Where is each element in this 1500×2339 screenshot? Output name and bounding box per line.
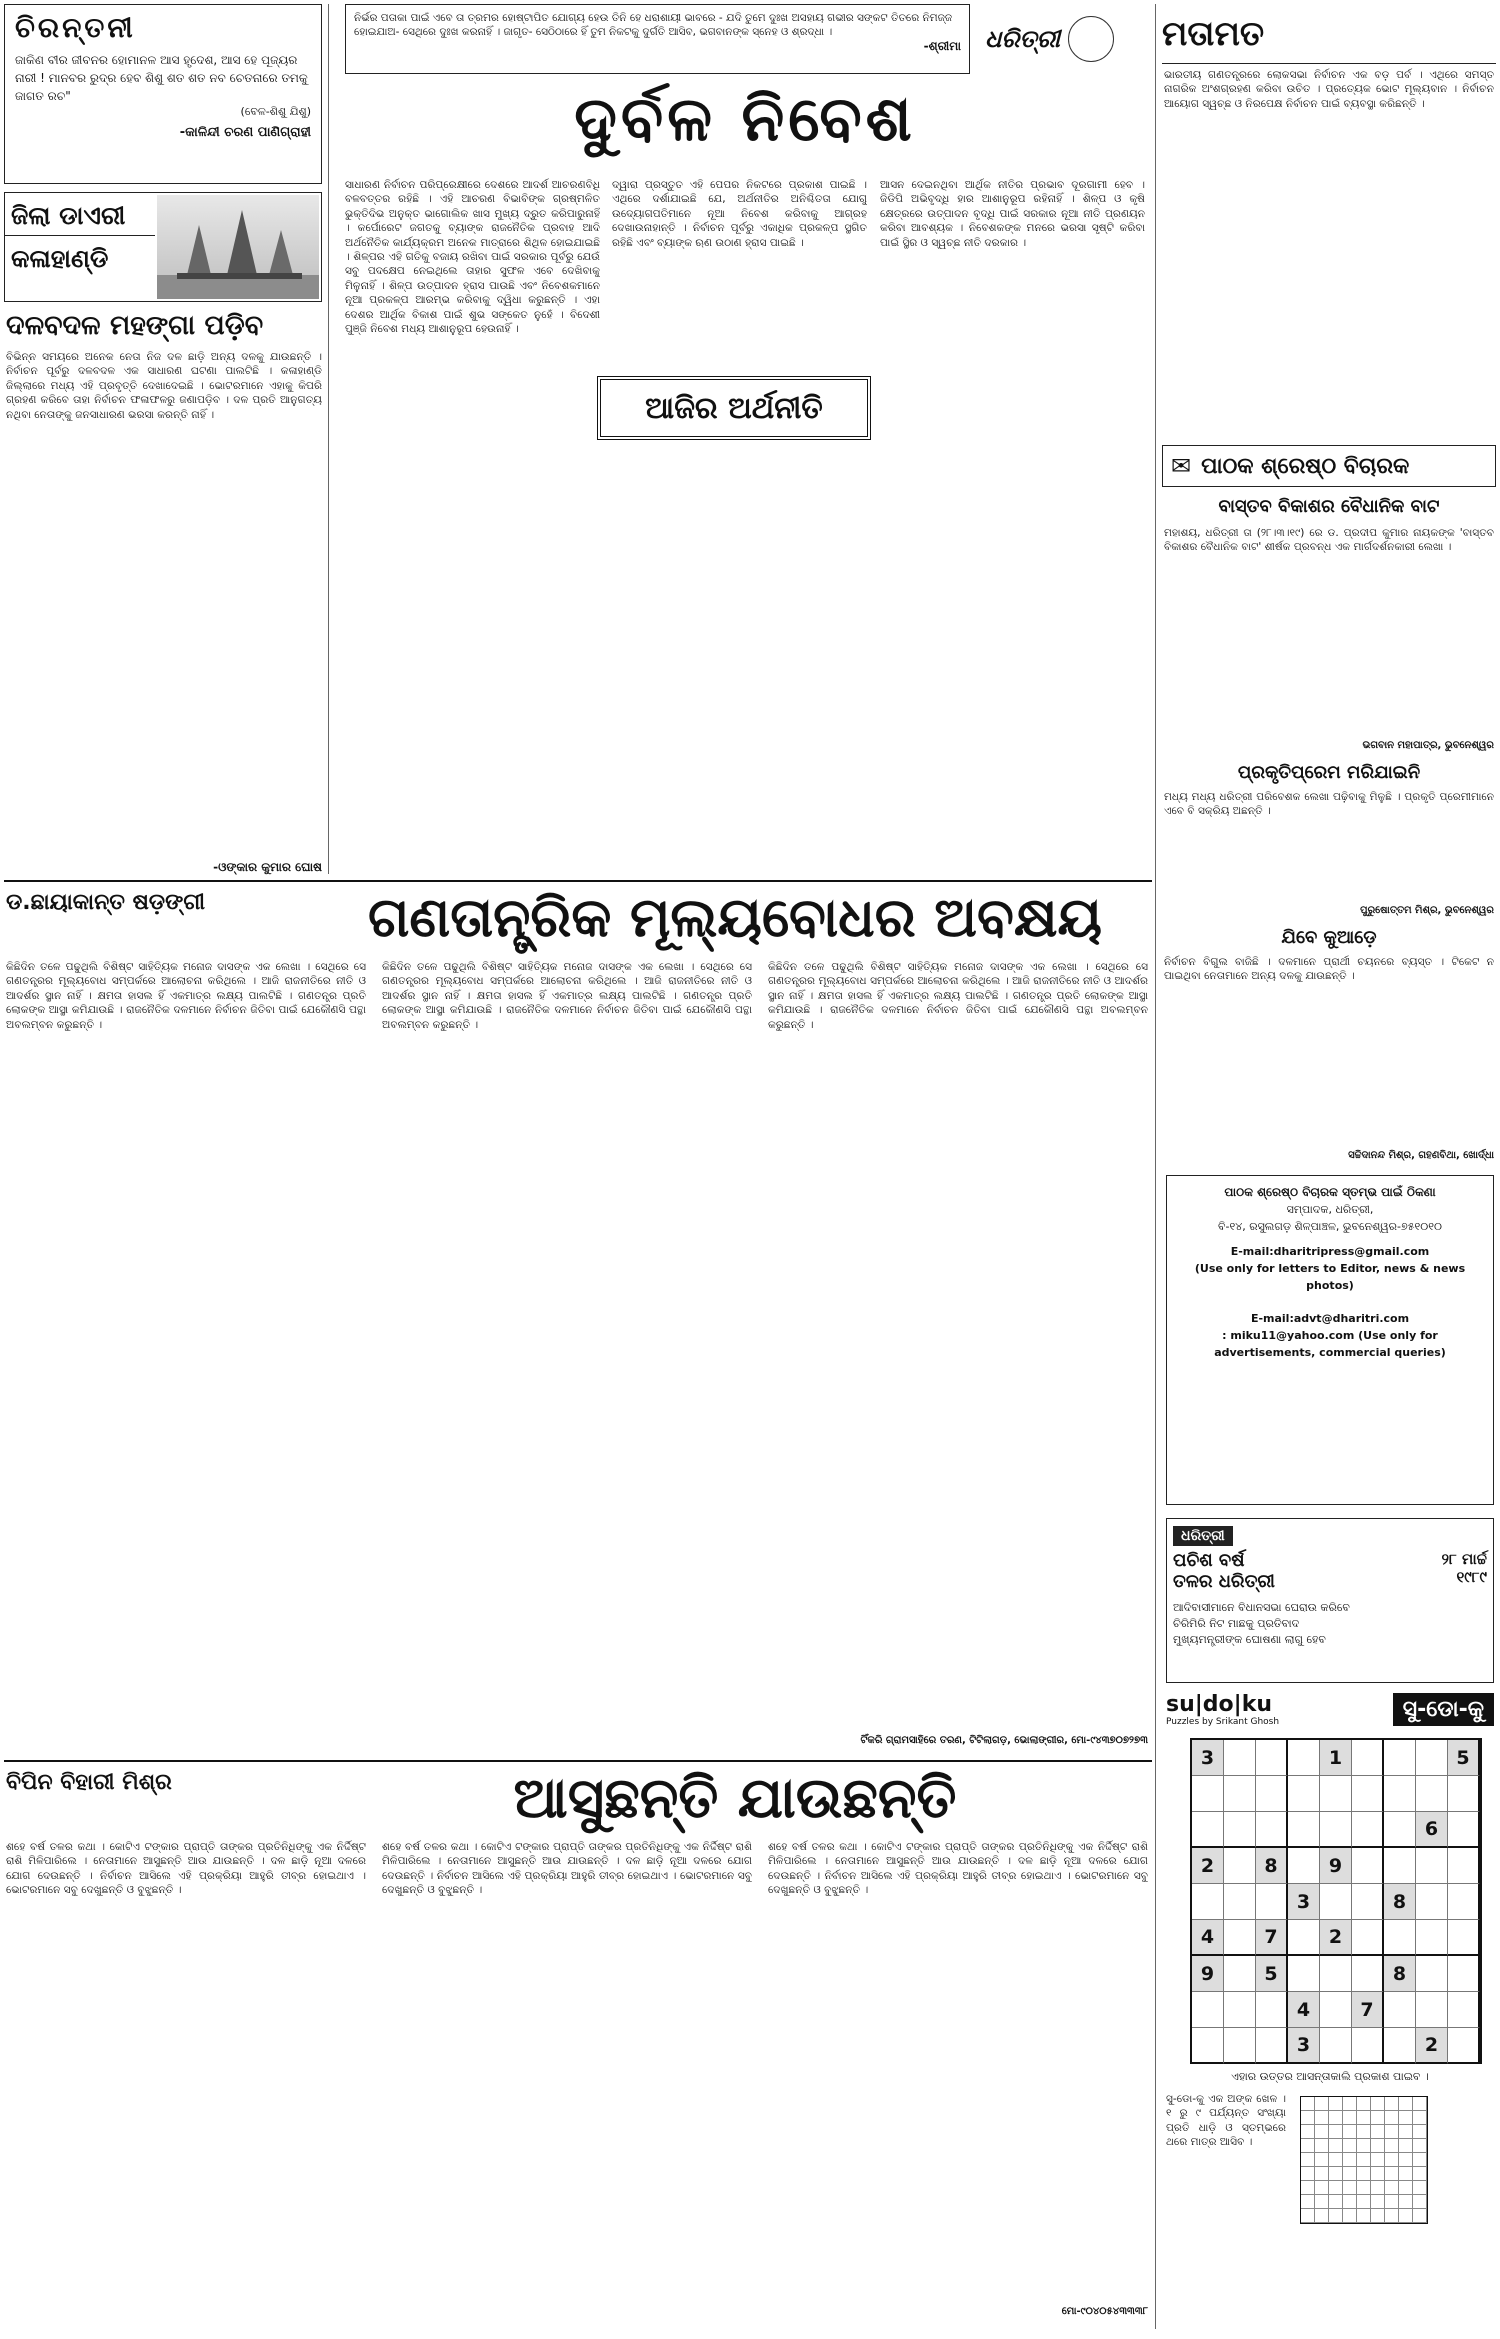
solution-cell [1343,2097,1357,2111]
sudoku-cell[interactable] [1320,1992,1352,2028]
solution-cell [1329,2181,1343,2195]
sudoku-cell[interactable] [1192,1884,1224,1920]
solution-cell [1357,2097,1371,2111]
dalabadal-author: -ଓଙ୍କାର କୁମାର ଘୋଷ [213,860,322,874]
throwback-item: ଚିରିମିରି ନିଟ ମାଛକୁ ପ୍ରତିବାଦ [1173,1617,1300,1630]
solution-cell [1385,2209,1399,2223]
solution-cell [1343,2111,1357,2125]
ganatantrika-col3: କିଛିଦିନ ତଳେ ପଢୁଥିଲି ବିଶିଷ୍ଟ ସାହିତ୍ୟିକ ମନୋଜ ଦାସଙ୍କ ଏକ ଲେଖା । ସେଥିରେ ସେ ଗଣତନ୍ତ୍ରର ମୂଲ୍ୟବୋଧ ସମ୍ପର୍କରେ ଆଲୋଚନା କରିଥିଲେ । ଆଜି ରାଜନୀତିରେ ନୀତି ଓ ଆଦର୍ଶର ସ୍ଥାନ ନାହିଁ । କ୍ଷମତା ହାସଲ ହିଁ ଏକମାତ୍ର ଲକ୍ଷ୍ୟ ପାଲଟିଛି । ଗଣତନ୍ତ୍ର ପ୍ରତି ଲୋକଙ୍କ ଆସ୍ଥା କମିଯାଉଛି । ରାଜନୈତିକ ଦଳମାନେ ନିର୍ବାଚନ ଜିତିବା ପାଇଁ ଯେକୌଣସି ପନ୍ଥା ଅବଲମ୍ବନ କରୁଛନ୍ତି । [768,961,1148,1031]
solution-cell [1399,2111,1413,2125]
solution-cell [1413,2111,1427,2125]
solution-cell [1329,2111,1343,2125]
solution-cell [1357,2181,1371,2195]
sudoku-header [1166,1688,1494,1730]
solution-cell [1301,2195,1315,2209]
top-quote-box [345,4,970,74]
solution-cell [1371,2167,1385,2181]
sudoku-cell[interactable] [1224,1956,1256,1992]
sudoku-cell[interactable]: 8 [1384,1956,1416,1992]
sudoku-cell[interactable] [1416,1740,1448,1776]
chirantani-quote-source: (ବେଳ-ଶିଶୁ ଯିଶୁ) [240,105,311,118]
sudoku-cell[interactable] [1224,1740,1256,1776]
contact-email2[interactable]: E-mail:advt@dharitri.com [1250,1312,1410,1325]
sudoku-cell[interactable] [1192,1992,1224,2028]
solution-cell [1315,2125,1329,2139]
sudoku-subtitle: Puzzles by Srikant Ghosh [1166,1716,1280,1727]
jilla-diary-line2: କଳାହାଣ୍ଡି [11,244,109,273]
sudoku-cell[interactable] [1448,1956,1480,1992]
solution-cell [1329,2195,1343,2209]
sudoku-cell[interactable] [1224,1884,1256,1920]
pathaka-item2-title: ପ୍ରକୃତିପ୍ରେମ ମରିଯାଇନି [1237,762,1421,783]
contact-line1: ସମ୍ପାଦକ, ଧରିତ୍ରୀ, [1286,1203,1374,1216]
contact-box [1166,1175,1494,1505]
sudoku-cell[interactable]: 2 [1320,1920,1352,1956]
solution-cell [1371,2111,1385,2125]
sudoku-cell[interactable] [1352,1956,1384,1992]
throwback-item: ଆଦିବାସୀମାନେ ବିଧାନସଭା ଘେରାଉ କରିବେ [1173,1601,1350,1614]
solution-cell [1385,2181,1399,2195]
sudoku-cell[interactable]: 4 [1288,1992,1320,2028]
ganatantrika-author: ଟିଁକରି ଗ୍ରାମସାହିରେ ତରଣ, ଟିଟିଲାଗଡ଼, ଭୋଲାଙ୍ଗୀର, ମୋ-୯୪୩୭୦୭୨୭୩ [860,1735,1148,1746]
sudoku-cell[interactable] [1384,1740,1416,1776]
section-divider [4,880,1152,882]
solution-cell [1301,2209,1315,2223]
sudoku-cell[interactable] [1256,1776,1288,1812]
sudoku-cell[interactable] [1448,2028,1480,2064]
solution-cell [1413,2181,1427,2195]
ganatantrika-col1: କିଛିଦିନ ତଳେ ପଢୁଥିଲି ବିଶିଷ୍ଟ ସାହିତ୍ୟିକ ମନୋଜ ଦାସଙ୍କ ଏକ ଲେଖା । ସେଥିରେ ସେ ଗଣତନ୍ତ୍ରର ମୂଲ୍ୟବୋଧ ସମ୍ପର୍କରେ ଆଲୋଚନା କରିଥିଲେ । ଆଜି ରାଜନୀତିରେ ନୀତି ଓ ଆଦର୍ଶର ସ୍ଥାନ ନାହିଁ । କ୍ଷମତା ହାସଲ ହିଁ ଏକମାତ୍ର ଲକ୍ଷ୍ୟ ପାଲଟିଛି । ଗଣତନ୍ତ୍ର ପ୍ରତି ଲୋକଙ୍କ ଆସ୍ଥା କମିଯାଉଛି । ରାଜନୈତିକ ଦଳମାନେ ନିର୍ବାଚନ ଜିତିବା ପାଇଁ ଯେକୌଣସି ପନ୍ଥା ଅବଲମ୍ବନ କରୁଛନ୍ତି । [6,961,366,1031]
solution-cell [1385,2153,1399,2167]
solution-cell [1301,2125,1315,2139]
sudoku-solution-grid [1300,2096,1428,2224]
sudoku-cell[interactable] [1448,1884,1480,1920]
solution-cell [1329,2167,1343,2181]
editorial-box-title: ଆଜିର ଅର୍ଥନୀତି [597,376,871,440]
sudoku-cell[interactable]: 5 [1256,1956,1288,1992]
solution-cell [1329,2153,1343,2167]
chirantani-title: ଚିରନ୍ତନୀ [15,11,136,44]
contact-email1-note: (Use only for letters to Editor, news & news photos) [1194,1262,1466,1292]
solution-cell [1343,2195,1357,2209]
solution-cell [1315,2181,1329,2195]
ganatantrika-col2: କିଛିଦିନ ତଳେ ପଢୁଥିଲି ବିଶିଷ୍ଟ ସାହିତ୍ୟିକ ମନୋଜ ଦାସଙ୍କ ଏକ ଲେଖା । ସେଥିରେ ସେ ଗଣତନ୍ତ୍ରର ମୂଲ୍ୟବୋଧ ସମ୍ପର୍କରେ ଆଲୋଚନା କରିଥିଲେ । ଆଜି ରାଜନୀତିରେ ନୀତି ଓ ଆଦର୍ଶର ସ୍ଥାନ ନାହିଁ । କ୍ଷମତା ହାସଲ ହିଁ ଏକମାତ୍ର ଲକ୍ଷ୍ୟ ପାଲଟିଛି । ଗଣତନ୍ତ୍ର ପ୍ରତି ଲୋକଙ୍କ ଆସ୍ଥା କମିଯାଉଛି । ରାଜନୈତିକ ଦଳମାନେ ନିର୍ବାଚନ ଜିତିବା ପାଇଁ ଯେକୌଣସି ପନ୍ଥା ଅବଲମ୍ବନ କରୁଛନ୍ତି । [382,961,752,1031]
asuchhanti-author: ମୋ-୯୦୪୦୫୪୩୩୩୮ [1061,2306,1148,2317]
solution-cell [1371,2139,1385,2153]
asuchhanti-col2: ଶହେ ବର୍ଷ ତଳର କଥା । କୋଟିଏ ଟଙ୍କାର ପ୍ରାପ୍ତି ତାଙ୍କର ପ୍ରତିନିଧିଙ୍କୁ ଏକ ନିର୍ଦ୍ଦିଷ୍ଟ ରାଶି ମିଳିପାରିଲେ । ନେତାମାନେ ଆସୁଛନ୍ତି ଆଉ ଯାଉଛନ୍ତି । ଦଳ ଛାଡ଼ି ନୂଆ ଦଳରେ ଯୋଗ ଦେଉଛନ୍ତି । ନିର୍ବାଚନ ଆସିଲେ ଏହି ପ୍ରକ୍ରିୟା ଆହୁରି ତୀବ୍ର ହୋଇଥାଏ । ଭୋଟରମାନେ ସବୁ ଦେଖୁଛନ୍ତି ଓ ବୁଝୁଛନ୍ତି । [382,1841,752,1897]
solution-cell [1357,2139,1371,2153]
sudoku-cell[interactable] [1416,1848,1448,1884]
solution-cell [1315,2209,1329,2223]
sudoku-cell[interactable] [1320,2028,1352,2064]
throwback-date1: ୨୮ ମାର୍ଚ୍ଚ [1441,1550,1487,1568]
solution-cell [1343,2181,1357,2195]
solution-cell [1399,2153,1413,2167]
solution-cell [1357,2209,1371,2223]
sudoku-cell[interactable] [1384,1848,1416,1884]
jilla-diary-box [4,192,322,302]
solution-cell [1413,2209,1427,2223]
sudoku-cell[interactable] [1416,1920,1448,1956]
solution-cell [1399,2181,1413,2195]
solution-cell [1343,2139,1357,2153]
sudoku-cell[interactable] [1416,1956,1448,1992]
sudoku-rules: ସୁ-ଡୋ-କୁ ଏକ ଅଙ୍କ ଖେଳ । ୧ ରୁ ୯ ପର୍ଯ୍ୟନ୍ତ ସଂଖ୍ୟା ପ୍ରତି ଧାଡ଼ି ଓ ସ୍ତମ୍ଭରେ ଥରେ ମାତ୍ର ଆସିବ । [1166,2093,1286,2149]
sudoku-cell[interactable] [1352,1884,1384,1920]
solution-cell [1399,2097,1413,2111]
dalabadal-text: ବିଭିନ୍ନ ସମୟରେ ଅନେକ ନେତା ନିଜ ଦଳ ଛାଡ଼ି ଅନ୍ୟ ଦଳକୁ ଯାଉଛନ୍ତି । ନିର୍ବାଚନ ପୂର୍ବରୁ ଦଳବଦଳ ଏକ ସାଧାରଣ ଘଟଣା ପାଲଟିଛି । କଳାହାଣ୍ଡି ଜିଲ୍ଲାରେ ମଧ୍ୟ ଏହି ପ୍ରବୃତ୍ତି ଦେଖାଦେଇଛି । ଭୋଟରମାନେ ଏହାକୁ କିପରି ଗ୍ରହଣ କରିବେ ତାହା ନିର୍ବାଚନ ଫଳାଫଳରୁ ଜଣାପଡ଼ିବ । ଦଳ ପ୍ରତି ଆନୁଗତ୍ୟ ନଥିବା ନେତାଙ୍କୁ ଜନସାଧାରଣ ଭରସା କରନ୍ତି ନାହିଁ । [6,351,322,421]
divider-right [1155,4,1156,2329]
sudoku-cell[interactable] [1288,1740,1320,1776]
solution-cell [1315,2153,1329,2167]
sudoku-cell[interactable] [1224,1812,1256,1848]
solution-cell [1413,2139,1427,2153]
sudoku-cell[interactable] [1352,1812,1384,1848]
sudoku-cell[interactable] [1192,1776,1224,1812]
contact-email3[interactable]: : miku11@yahoo.com (Use only for advertisements, commercial queries) [1214,1329,1446,1359]
pathaka-item1-author: ଭଗବାନ ମହାପାତ୍ର, ଭୁବନେଶ୍ୱର [1362,740,1494,751]
sudoku-cell[interactable]: 7 [1256,1920,1288,1956]
sudoku-cell[interactable]: 9 [1192,1956,1224,1992]
sudoku-cell[interactable] [1256,1884,1288,1920]
sudoku-cell[interactable] [1416,1884,1448,1920]
sudoku-cell[interactable]: 9 [1320,1848,1352,1884]
sudoku-cell[interactable] [1288,1920,1320,1956]
pathaka-title: ପାଠକ ଶ୍ରେଷ୍ଠ ବିଚାରକ [1201,453,1410,479]
sudoku-cell[interactable]: 1 [1320,1740,1352,1776]
solution-cell [1357,2195,1371,2209]
solution-cell [1315,2195,1329,2209]
solution-cell [1385,2097,1399,2111]
solution-cell [1301,2167,1315,2181]
editorial-col3: ଆସନ ଦେଇନଥିବା ଆର୍ଥିକ ନୀତିର ପ୍ରଭାବ ଦୂରଗାମୀ ହେବ । ଜିଡିପି ଅଭିବୃଦ୍ଧି ହାର ଆଶାନୁରୂପ ରହିନାହିଁ । ଶିଳ୍ପ ଓ କୃଷି କ୍ଷେତ୍ରରେ ଉତ୍ପାଦନ ବୃଦ୍ଧି ପାଇଁ ସରକାର ନୂଆ ନୀତି ପ୍ରଣୟନ କରିବା ଆବଶ୍ୟକ । ନିବେଶକଙ୍କ ମନରେ ଭରସା ସୃଷ୍ଟି କରିବା ପାଇଁ ସ୍ଥିର ଓ ସ୍ୱଚ୍ଛ ନୀତି ଦରକାର । [880,179,1145,249]
solution-cell [1399,2125,1413,2139]
sudoku-cell[interactable]: 2 [1192,1848,1224,1884]
solution-cell [1399,2167,1413,2181]
solution-cell [1301,2181,1315,2195]
sudoku-cell[interactable] [1416,1992,1448,2028]
pathaka-item3-author: ସଚ୍ଚିଦାନନ୍ଦ ମିଶ୍ର, ଗହଣବିଥା, ଖୋର୍ଦ୍ଧା [1348,1150,1494,1161]
sudoku-cell[interactable] [1320,1812,1352,1848]
temple-photo [157,195,319,299]
contact-title: ପାଠକ ଶ୍ରେଷ୍ଠ ବିଚାରକ ସ୍ତମ୍ଭ ପାଇଁ ଠିକଣା [1224,1185,1436,1199]
pathaka-item1-title: ବାସ୍ତବ ବିକାଶର ବୈଧାନିକ ବାଟ [1218,496,1440,517]
sudoku-cell[interactable] [1224,2028,1256,2064]
solution-cell [1329,2209,1343,2223]
top-quote-text: ନିର୍ଭର ପତାକା ପାଇଁ ଏବେ ତା ତ୍ରମର ହୋଷ୍ଟାପିତ ଯୋଗ୍ୟ ହେଉ ତିନି ହେ ଧରାଶାୟୀ ଭାବରେ - ଯଦି ତୁମେ ଦୁଃଖ ଅସହାୟ ଗଭୀର ସଙ୍କଟ ତିତରେ ନିମଜ୍ଜ ହୋଇଯାଅ- ସେଥିରେ ଦୁଃଖ କରନାହିଁ । ଜାଗୃତ- ସେଠିଠାରେ ହିଁ ତୁମ ନିକଟକୁ ଦୁର୍ଗତି ଆସିବ, ଭଗବାନଙ୍କ ସ୍ନେହ ଓ ଶ୍ରଦ୍ଧା । [354,12,953,38]
solution-cell [1413,2125,1427,2139]
solution-cell [1329,2125,1343,2139]
solution-cell [1371,2097,1385,2111]
solution-cell [1413,2097,1427,2111]
solution-cell [1315,2111,1329,2125]
sudoku-cell[interactable]: 3 [1288,2028,1320,2064]
chirantani-box [4,4,322,184]
sudoku-cell[interactable] [1224,1848,1256,1884]
dalabadal-headline: ଦଳବଦଳ ମହଙ୍ଗା ପଡ଼ିବ [6,310,264,341]
sudoku-cell[interactable] [1352,1776,1384,1812]
chirantani-quote: ଜାକିଣ ବୀର ଜୀବନର ହୋମାନଳ ଆସ ହୃଦେଶ, ଆସ ହେ ପୂଜ୍ୟର ନାରୀ ! ମାନବର ରୁଦ୍ର ହେବ ଶିଶୁ ଶତ ଶତ ନବ ଚେତନାରେ ତମକୁ ଜାଗତ ରଚ" [15,53,308,103]
mathamata-title: ମତାମତ [1162,13,1265,54]
sudoku-cell[interactable] [1256,1812,1288,1848]
solution-cell [1301,2111,1315,2125]
sudoku-cell[interactable]: 5 [1448,1740,1480,1776]
solution-cell [1329,2139,1343,2153]
asuchhanti-col3: ଶହେ ବର୍ଷ ତଳର କଥା । କୋଟିଏ ଟଙ୍କାର ପ୍ରାପ୍ତି ତାଙ୍କର ପ୍ରତିନିଧିଙ୍କୁ ଏକ ନିର୍ଦ୍ଦିଷ୍ଟ ରାଶି ମିଳିପାରିଲେ । ନେତାମାନେ ଆସୁଛନ୍ତି ଆଉ ଯାଉଛନ୍ତି । ଦଳ ଛାଡ଼ି ନୂଆ ଦଳରେ ଯୋଗ ଦେଉଛନ୍ତି । ନିର୍ବାଚନ ଆସିଲେ ଏହି ପ୍ରକ୍ରିୟା ଆହୁରି ତୀବ୍ର ହୋଇଥାଏ । ଭୋଟରମାନେ ସବୁ ଦେଖୁଛନ୍ତି ଓ ବୁଝୁଛନ୍ତି । [768,1841,1148,1897]
sudoku-cell[interactable] [1448,1812,1480,1848]
solution-cell [1399,2195,1413,2209]
sudoku-cell[interactable] [1352,2028,1384,2064]
pathaka-item1-text: ମହାଶୟ, ଧରିତ୍ରୀ ତା (୨୮।୩।୧୯) ରେ ଡ. ପ୍ରଦୀପ କୁମାର ନାୟକଙ୍କ 'ବାସ୍ତବ ବିକାଶର ବୈଧାନିକ ବାଟ' ଶୀର୍ଷକ ପ୍ରବନ୍ଧ ଏକ ମାର୍ଗଦର୍ଶନକାରୀ ଲେଖା । [1164,527,1494,554]
sudoku-brand: su|do|ku [1166,1691,1272,1717]
top-quote-author: -ଶ୍ରୀମା [923,39,961,53]
solution-cell [1357,2153,1371,2167]
contact-line2: ବି-୧୪, ରସୁଲଗଡ଼ ଶିଳ୍ପାଞ୍ଚଳ, ଭୁବନେଶ୍ୱର-୭୫୧୦୧୦ [1218,1220,1442,1233]
solution-cell [1343,2125,1357,2139]
solution-cell [1357,2111,1371,2125]
sudoku-cell[interactable] [1320,1884,1352,1920]
sudoku-cell[interactable]: 7 [1352,1992,1384,2028]
sudoku-cell[interactable] [1224,1992,1256,2028]
sudoku-cell[interactable] [1256,2028,1288,2064]
ganatantrika-byline: ଡ.ଛାୟାକାନ୍ତ ଷଡ଼ଙ୍ଗୀ [6,890,206,915]
sudoku-cell[interactable] [1288,1956,1320,1992]
solution-cell [1343,2209,1357,2223]
masthead-emblem-icon [1068,16,1114,62]
solution-cell [1343,2153,1357,2167]
section-divider [4,1760,1152,1762]
solution-cell [1385,2139,1399,2153]
envelope-icon: ✉ [1171,452,1192,480]
throwback-box [1166,1518,1494,1683]
sudoku-cell[interactable] [1352,1848,1384,1884]
sudoku-answer-note: ଏହାର ଉତ୍ତର ଆସନ୍ତାକାଲି ପ୍ରକାଶ ପାଇବ । [1231,2070,1429,2083]
jilla-diary-label [5,193,155,301]
solution-cell [1371,2181,1385,2195]
solution-cell [1385,2167,1399,2181]
pathaka-item3-text: ନିର୍ବାଚନ ବିଗୁଲ ବାଜିଛି । ଦଳମାନେ ପ୍ରାର୍ଥୀ ଚୟନରେ ବ୍ୟସ୍ତ । ଟିକେଟ ନ ପାଇଥିବା ନେତାମାନେ ଅନ୍ୟ ଦଳକୁ ଯାଉଛନ୍ତି । [1164,956,1494,983]
sudoku-cell[interactable] [1448,1992,1480,2028]
sudoku-cell[interactable]: 8 [1384,1884,1416,1920]
sudoku-cell[interactable] [1416,1776,1448,1812]
solution-cell [1371,2195,1385,2209]
solution-cell [1301,2097,1315,2111]
asuchhanti-byline: ବିପିନ ବିହାରୀ ମିଶ୍ର [6,1770,172,1795]
sudoku-grid[interactable] [1190,1738,1482,2064]
sudoku-cell[interactable] [1320,1956,1352,1992]
throwback-title2: ତଳର ଧରିତ୍ରୀ [1173,1571,1275,1592]
sudoku-cell[interactable] [1448,1920,1480,1956]
solution-cell [1385,2125,1399,2139]
sudoku-cell[interactable] [1256,1740,1288,1776]
sudoku-cell[interactable] [1384,1920,1416,1956]
solution-cell [1301,2139,1315,2153]
solution-cell [1413,2153,1427,2167]
sudoku-cell[interactable] [1288,1776,1320,1812]
sudoku-cell[interactable]: 2 [1416,2028,1448,2064]
solution-cell [1315,2139,1329,2153]
pathaka-item2-text: ମଧ୍ୟ ମଧ୍ୟ ଧରିତ୍ରୀ ପରିବେଶକ ଲେଖା ପଢ଼ିବାକୁ ମିଳୁଛି । ପ୍ରକୃତି ପ୍ରେମୀମାନେ ଏବେ ବି ସକ୍ରିୟ ଅଛନ୍ତି । [1164,791,1494,818]
sudoku-cell[interactable] [1256,1992,1288,2028]
throwback-tag: ଧରିତ୍ରୀ [1173,1526,1233,1546]
asuchhanti-col1: ଶହେ ବର୍ଷ ତଳର କଥା । କୋଟିଏ ଟଙ୍କାର ପ୍ରାପ୍ତି ତାଙ୍କର ପ୍ରତିନିଧିଙ୍କୁ ଏକ ନିର୍ଦ୍ଦିଷ୍ଟ ରାଶି ମିଳିପାରିଲେ । ନେତାମାନେ ଆସୁଛନ୍ତି ଆଉ ଯାଉଛନ୍ତି । ଦଳ ଛାଡ଼ି ନୂଆ ଦଳରେ ଯୋଗ ଦେଉଛନ୍ତି । ନିର୍ବାଚନ ଆସିଲେ ଏହି ପ୍ରକ୍ରିୟା ଆହୁରି ତୀବ୍ର ହୋଇଥାଏ । ଭୋଟରମାନେ ସବୁ ଦେଖୁଛନ୍ତି ଓ ବୁଝୁଛନ୍ତି । [6,1841,366,1897]
solution-cell [1357,2167,1371,2181]
sudoku-cell[interactable] [1320,1776,1352,1812]
chirantani-author: -କାଳିନ୍ଦୀ ଚରଣ ପାଣିଗ୍ରାହୀ [179,125,311,140]
editorial-col1: ସାଧାରଣ ନିର୍ବାଚନ ପରିପ୍ରେକ୍ଷୀରେ ଦେଶରେ ଆଦର୍ଶ ଆଚରଣବିଧି ବଳବତ୍ତର ରହିଛି । ଏହି ଆଚରଣ ବିଭାବିଙ୍କ ଗ୍ରଷ୍ମଳିତ ଭୁକ୍ତିଦିଭ ଅନୁକ୍ତ ଭାଗୋଲିକ ଖାସ ମୁଖ୍ୟ ଦ୍ରୁତ କରିପାରୁନାହିଁ । କର୍ପୋରେଟ ଜଗତକୁ ବ୍ୟାଙ୍କ ରାଜନୈତିକ ପ୍ରବାହ ଆଦି ଅର୍ଥନୈତିକ କାର୍ଯ୍ୟକ୍ରମ ଅନେକ ମାତ୍ରାରେ ଶିଥିଳ ହୋଇଯାଇଛି । ଶିଳ୍ପର ଏହି ଗତିକୁ ବଜାୟ ରଖିବା ପାଇଁ ସରକାର ପୂର୍ବରୁ ଯେଉଁ ସବୁ ପଦକ୍ଷେପ ନେଇଥିଲେ ତାହାର ସୁଫଳ ଏବେ ଦେଖିବାକୁ ମିଳୁନାହିଁ । ଶିଳ୍ପ ଉତ୍ପାଦନ ହ୍ରାସ ପାଉଛି ଏବଂ ନିବେଶକମାନେ ନୂଆ ପ୍ରକଳ୍ପ ଆରମ୍ଭ କରିବାକୁ ଦ୍ୱିଧା କରୁଛନ୍ତି । ଏହା ଦେଶର ଆର୍ଥିକ ବିକାଶ ପାଇଁ ଶୁଭ ସଙ୍କେତ ନୁହେଁ । ବିଦେଶୀ ପୁଞ୍ଜି ନିବେଶ ମଧ୍ୟ ଆଶାନୁରୂପ ହେଉନାହିଁ । [345,179,600,336]
throwback-date2: ୧୯୮୯ [1456,1568,1487,1586]
mathamata-text: ଭାରତୀୟ ଗଣତନ୍ତ୍ରରେ ଲୋକସଭା ନିର୍ବାଚନ ଏକ ବଡ଼ ପର୍ବ । ଏଥିରେ ସମସ୍ତ ନାଗରିକ ଅଂଶଗ୍ରହଣ କରିବା ଉଚିତ । ପ୍ରତ୍ୟେକ ଭୋଟ ମୂଲ୍ୟବାନ । ନିର୍ବାଚନ ଆୟୋଗ ସ୍ୱଚ୍ଛ ଓ ନିରପେକ୍ଷ ନିର୍ବାଚନ ପାଇଁ ବ୍ୟବସ୍ଥା କରିଛନ୍ତି । [1164,69,1494,110]
solution-cell [1413,2195,1427,2209]
solution-cell [1343,2167,1357,2181]
sudoku-cell[interactable] [1224,1920,1256,1956]
sudoku-cell[interactable] [1448,1776,1480,1812]
solution-cell [1315,2097,1329,2111]
editorial-col2: ଦ୍ୱାରା ପ୍ରସ୍ତୁତ ଏହି ପେପର ନିକଟରେ ପ୍ରକାଶ ପାଇଛି । ଏଥିରେ ଦର୍ଶାଯାଇଛି ଯେ, ଅର୍ଥନୀତିର ଅନିଶ୍ଚିତତା ଯୋଗୁ ଉଦ୍ୟୋଗପତିମାନେ ନୂଆ ନିବେଶ କରିବାକୁ ଆଗ୍ରହ ଦେଖାଉନାହାନ୍ତି । ନିର୍ବାଚନ ପୂର୍ବରୁ ଏକାଧିକ ପ୍ରକଳ୍ପ ସ୍ଥଗିତ ରହିଛି ଏବଂ ବ୍ୟାଙ୍କ ଋଣ ଉଠାଣ ହ୍ରାସ ପାଇଛି । [612,179,867,249]
sudoku-cell[interactable] [1192,2028,1224,2064]
sudoku-cell[interactable]: 4 [1192,1920,1224,1956]
masthead-name: ଧରିତ୍ରୀ [985,25,1060,53]
solution-cell [1371,2125,1385,2139]
sudoku-cell[interactable] [1384,2028,1416,2064]
editorial-headline: ଦୁର୍ବଳ ନିବେଶ [574,82,916,155]
sudoku-cell[interactable] [1384,1776,1416,1812]
sudoku-cell[interactable] [1448,1848,1480,1884]
solution-cell [1315,2167,1329,2181]
sudoku-cell[interactable]: 6 [1416,1812,1448,1848]
sudoku-cell[interactable]: 8 [1256,1848,1288,1884]
solution-cell [1371,2153,1385,2167]
jilla-diary-line1: ଜିଲା ଡାଏରୀ [5,193,155,236]
solution-cell [1399,2139,1413,2153]
pathaka-item3-title: ଯିବେ କୁଆଡ଼େ [1281,927,1377,948]
sudoku-cell[interactable] [1384,1812,1416,1848]
sudoku-cell[interactable] [1288,1812,1320,1848]
sudoku-cell[interactable] [1192,1812,1224,1848]
mathamata-header [1162,4,1496,64]
solution-cell [1385,2195,1399,2209]
solution-cell [1301,2153,1315,2167]
divider-left [328,4,329,874]
pathaka-item2-author: ପୁରୁଷୋତ୍ତମ ମିଶ୍ର, ଭୁବନେଶ୍ୱର [1360,905,1494,916]
sudoku-title: ସୁ-ଡୋ-କୁ [1393,1693,1494,1726]
masthead-logo [985,8,1140,70]
sudoku-cell[interactable] [1352,1740,1384,1776]
sudoku-cell[interactable] [1288,1848,1320,1884]
sudoku-cell[interactable]: 3 [1288,1884,1320,1920]
throwback-title1: ପଚିଶ ବର୍ଷ [1173,1550,1245,1571]
ganatantrika-headline: ଗଣତାନ୍ତ୍ରିକ ମୂଲ୍ୟବୋଧର ଅବକ୍ଷୟ [367,886,1103,949]
solution-cell [1385,2111,1399,2125]
pathaka-header [1162,445,1496,487]
sudoku-cell[interactable] [1224,1776,1256,1812]
solution-cell [1371,2209,1385,2223]
sudoku-cell[interactable]: 3 [1192,1740,1224,1776]
solution-cell [1399,2209,1413,2223]
solution-cell [1413,2167,1427,2181]
solution-cell [1357,2125,1371,2139]
asuchhanti-headline: ଆସୁଛନ୍ତି ଯାଉଛନ୍ତି [513,1766,957,1831]
throwback-item: ମୁଖ୍ୟମନ୍ତ୍ରୀଙ୍କ ଘୋଷଣା ଲାଗୁ ହେବ [1173,1633,1326,1646]
solution-cell [1329,2097,1343,2111]
contact-email1[interactable]: E-mail:dharitripress@gmail.com [1230,1245,1430,1258]
sudoku-cell[interactable] [1352,1920,1384,1956]
sudoku-cell[interactable] [1384,1992,1416,2028]
